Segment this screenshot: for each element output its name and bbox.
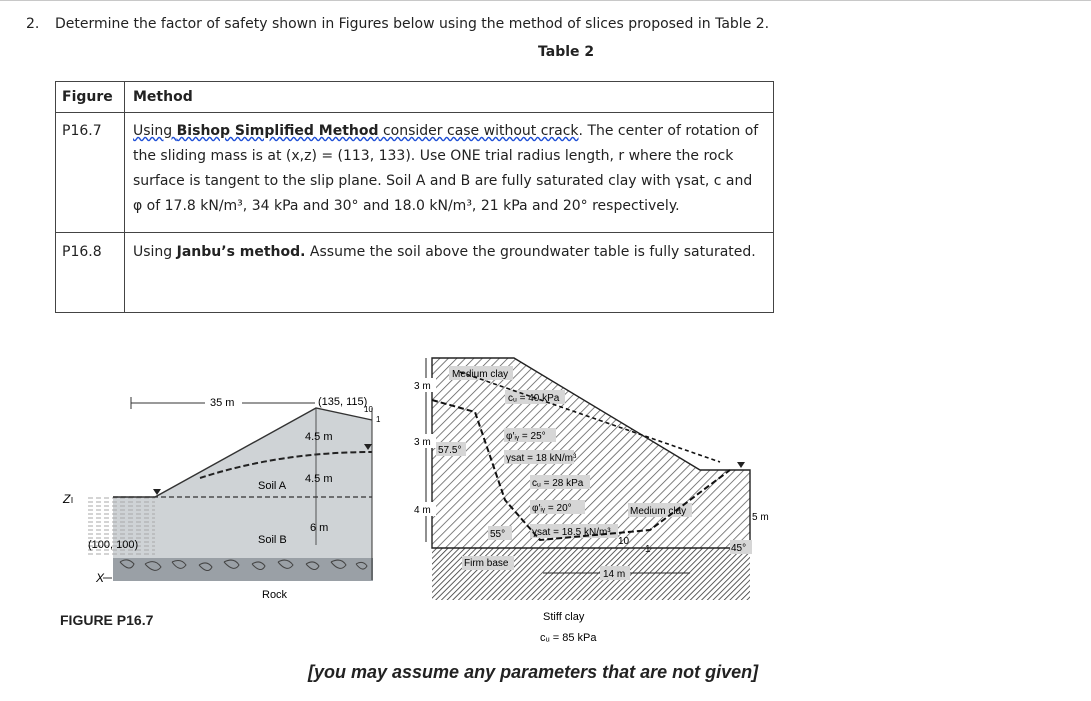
- origin-label: (100, 100): [88, 539, 139, 551]
- axis-x-label: X: [96, 571, 105, 585]
- cu85-label: cᵤ = 85 kPa: [540, 632, 597, 644]
- angle45-label: 45°: [731, 543, 747, 554]
- slope1-label: 1: [645, 544, 651, 555]
- row2-method-name: Janbu’s method.: [176, 244, 306, 260]
- row1-method-name: Bishop Simplified Method: [176, 123, 379, 139]
- stiff-clay-label: Stiff clay: [543, 611, 585, 623]
- dim14-label: 14 m: [603, 569, 626, 580]
- dim3a-label: 3 m: [414, 381, 431, 392]
- soil-mass: [432, 358, 750, 548]
- rock-label: Rock: [262, 589, 288, 601]
- phi20-label: φ′ᵢᵧ = 20°: [532, 503, 572, 514]
- table-caption: Table 2: [538, 44, 595, 60]
- row1-lead: Using: [133, 123, 177, 139]
- row1-figure: P16.7: [56, 113, 125, 233]
- cu28-label: cᵤ = 28 kPa: [532, 478, 584, 489]
- medium-clay-right-label: Medium clay: [630, 506, 687, 517]
- medium-clay-top-label: Medium clay: [452, 369, 509, 380]
- gamma18-label: γsat = 18 kN/m³: [506, 453, 577, 464]
- figure-p16-7-caption: FIGURE P16.7: [60, 612, 154, 628]
- slope-1-label: 1: [376, 415, 381, 424]
- angle575-label: 57.5°: [438, 445, 462, 456]
- firm-base-label: Firm base: [464, 558, 509, 569]
- slope-10-label: 10: [364, 405, 373, 414]
- row1-after-method: consider case without crack: [378, 123, 579, 139]
- angle55-label: 55°: [490, 529, 506, 540]
- phi25-label: φ′ᵢᵧ = 25°: [506, 431, 546, 442]
- soil-b-label: Soil B: [258, 534, 287, 546]
- dim-6-label: 6 m: [310, 522, 329, 534]
- dim-45b-label: 4.5 m: [305, 473, 333, 485]
- firm-base: [432, 548, 750, 600]
- row2-rest: Assume the soil above the groundwater table is fully saturated.: [305, 244, 756, 260]
- row1-rest: . The center of rotation of the sliding mass is at (x,z) = (113, 133). Use ONE trial radius length, r where the rock surface is tangent to the slip plane. Soil A and B are fully saturated clay with γsat, c and φ of 17.8 kN/m³, 34 kPa and 30° and 18.0 kN/m³, 21 kPa and 20° respectively.: [133, 123, 759, 214]
- water-marker: [737, 462, 745, 468]
- dim5-label: 5 m: [752, 512, 769, 523]
- soil-a-label: Soil A: [258, 480, 287, 492]
- axis-z-label: Z: [63, 492, 71, 506]
- dim3b-label: 3 m: [414, 437, 431, 448]
- gamma185-label: γsat = 18.5 kN/m³: [532, 527, 611, 538]
- header-figure: Figure: [56, 82, 125, 113]
- row2-figure: P16.8: [56, 233, 125, 313]
- cu40-label: cᵤ = 40 kPa: [508, 393, 560, 404]
- dim4-label: 4 m: [414, 505, 431, 516]
- question-number: 2.: [26, 16, 40, 32]
- header-method: Method: [125, 82, 774, 113]
- dim-35-label: 35 m: [210, 397, 235, 409]
- assumption-note: [you may assume any parameters that are not given]: [308, 662, 759, 682]
- row2-lead: Using: [133, 244, 177, 260]
- slope10-label: 10: [618, 536, 630, 547]
- question-text: Determine the factor of safety shown in Figures below using the method of slices proposed in Table 2.: [55, 16, 770, 32]
- dim-45a-label: 4.5 m: [305, 431, 333, 443]
- point-top-label: (135, 115): [318, 396, 368, 408]
